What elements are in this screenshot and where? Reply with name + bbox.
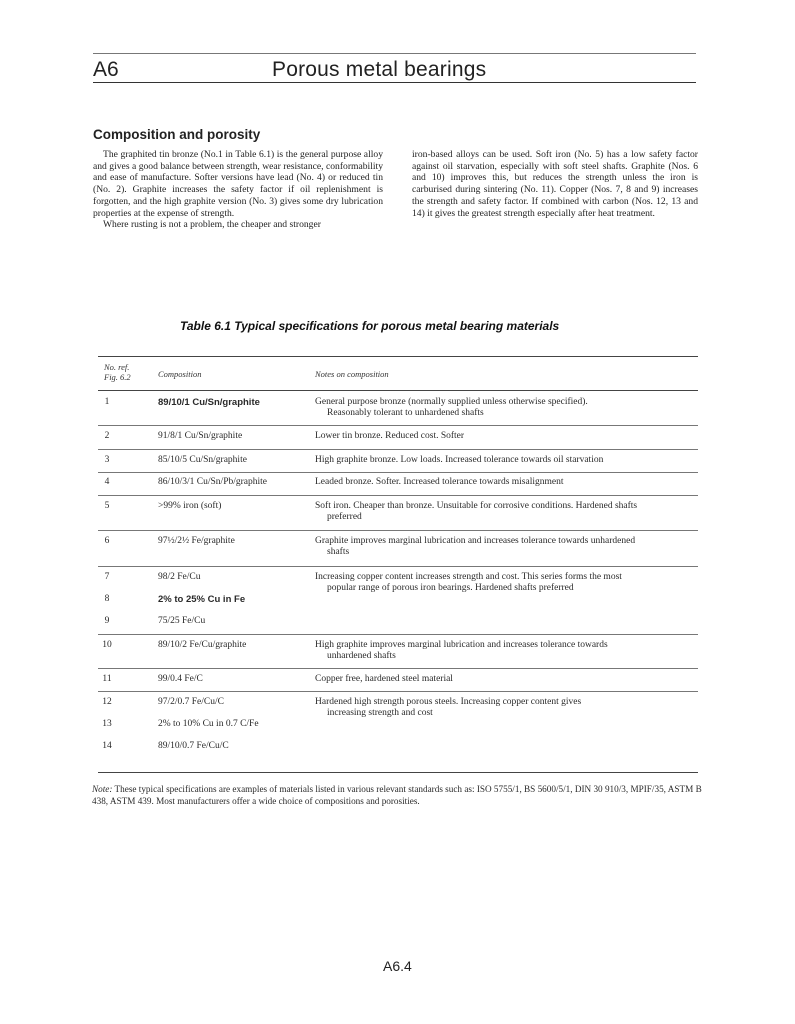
row-rule: [98, 691, 698, 692]
note-line: General purpose bronze (normally supplied unless otherwise specified).: [315, 397, 588, 407]
row-note: Copper free, hardened steel material: [315, 674, 453, 684]
row-number: 2: [104, 431, 110, 441]
row-rule: [98, 530, 698, 531]
header-composition: Composition: [158, 369, 202, 379]
paragraph: The graphited tin bronze (No.1 in Table 6.1) is the general purpose alloy and gives a good balance between strength, wear resistance, conformability and ease of manufacture. Softer versions have lead (No. 4) or reduced tin (No. 2). Graphite increases the safety factor if oil replenishment is forgotten, and the high graphite version (No. 3) gives some dry lubrication properties at the expense of strength.: [93, 149, 383, 219]
header-notes: Notes on composition: [315, 369, 389, 379]
row-number: 8: [104, 594, 110, 604]
row-composition: 89/10/0.7 Fe/Cu/C: [158, 741, 229, 751]
table-bottom-rule: [98, 772, 698, 773]
row-rule: [98, 495, 698, 496]
header-ref-line1: No. ref.: [104, 362, 130, 372]
note-line-cont: shafts: [327, 547, 350, 557]
row-number: 13: [102, 719, 112, 729]
row-note: High graphite bronze. Low loads. Increased tolerance towards oil starvation: [315, 455, 604, 465]
footnote-text: These typical specifications are examples of materials listed in various relevant standards such as: ISO 5755/1, BS 5600/5/1, DIN 30 910/3, MPIF/35, ASTM B 438, ASTM 439. Most manufacturers offer a wide choice of compositions and porosities.: [92, 784, 702, 806]
row-number: 12: [102, 697, 112, 707]
row-composition: 86/10/3/1 Cu/Sn/Pb/graphite: [158, 477, 267, 487]
note-line: High graphite improves marginal lubrication and increases tolerance towards: [315, 640, 608, 650]
note-line-cont: increasing strength and cost: [327, 708, 433, 718]
row-rule: [98, 449, 698, 450]
row-composition: 89/10/1 Cu/Sn/graphite: [158, 397, 260, 408]
row-rule: [98, 668, 698, 669]
header-ref-line2: Fig. 6.2: [104, 372, 131, 382]
row-note: [315, 572, 695, 594]
note-line: Increasing copper content increases strength and cost. This series forms the most: [315, 572, 622, 582]
row-note: Lower tin bronze. Reduced cost. Softer: [315, 431, 465, 441]
section-code: A6: [93, 58, 119, 81]
row-composition: 97/2/0.7 Fe/Cu/C: [158, 697, 224, 707]
row-composition: 99/0.4 Fe/C: [158, 674, 203, 684]
header-ref: [104, 362, 131, 382]
row-number: 7: [104, 572, 110, 582]
left-column: [93, 149, 383, 231]
note-line-cont: preferred: [327, 512, 362, 522]
note-line-cont: Reasonably tolerant to unhardened shafts: [327, 408, 484, 418]
row-rule: [98, 425, 698, 426]
row-composition: 2% to 10% Cu in 0.7 C/Fe: [158, 719, 259, 729]
row-composition: 97½/2½ Fe/graphite: [158, 536, 235, 546]
row-number: 6: [104, 536, 110, 546]
row-number: 1: [104, 397, 110, 407]
row-number: 5: [104, 501, 110, 511]
row-note: [315, 640, 695, 662]
table-footnote: [92, 784, 702, 807]
row-composition: 2% to 25% Cu in Fe: [158, 594, 246, 605]
header-rule-bottom: [98, 390, 698, 391]
row-number: 11: [102, 674, 112, 684]
row-number: 3: [104, 455, 110, 465]
paragraph: Where rusting is not a problem, the cheaper and stronger: [103, 219, 321, 231]
page-title: Porous metal bearings: [272, 58, 487, 81]
page-number: A6.4: [383, 958, 412, 974]
row-composition: 89/10/2 Fe/Cu/graphite: [158, 640, 247, 650]
table-top-rule: [98, 356, 698, 357]
note-line: Hardened high strength porous steels. Increasing copper content gives: [315, 697, 582, 707]
note-line-cont: popular range of porous iron bearings. Hardened shafts preferred: [327, 583, 574, 593]
note-line-cont: unhardened shafts: [327, 651, 396, 661]
row-rule: [98, 472, 698, 473]
footnote-label: Note:: [92, 784, 113, 794]
row-number: 10: [102, 640, 112, 650]
row-number: 9: [104, 616, 110, 626]
row-number: 4: [104, 477, 110, 487]
row-note: [315, 697, 695, 719]
row-number: 14: [102, 741, 112, 751]
right-column: [412, 149, 698, 219]
row-rule: [98, 566, 698, 567]
note-line: Soft iron. Cheaper than bronze. Unsuitable for corrosive conditions. Hardened shafts: [315, 501, 638, 511]
row-note: [315, 501, 695, 523]
row-rule: [98, 634, 698, 635]
row-note: [315, 536, 695, 558]
row-composition: >99% iron (soft): [158, 501, 222, 511]
paragraph: iron-based alloys can be used. Soft iron (No. 5) has a low safety factor against oil starvation, especially with soft steel shafts. Graphite (Nos. 6 and 10) improves this, but reduces the strength unless the iron is carburised during sintering (No. 11). Copper (Nos. 7, 8 and 9) increases the strength and safety factor. If combined with carbon (Nos. 12, 13 and 14) it gives the greatest strength especially after heat treatment.: [412, 149, 698, 219]
row-composition: 98/2 Fe/Cu: [158, 572, 201, 582]
header-rule: [93, 82, 696, 83]
row-composition: 75/25 Fe/Cu: [158, 616, 206, 626]
row-composition: 91/8/1 Cu/Sn/graphite: [158, 431, 243, 441]
top-rule: [93, 53, 696, 54]
table-caption: Table 6.1 Typical specifications for porous metal bearing materials: [180, 319, 560, 333]
row-composition: 85/10/5 Cu/Sn/graphite: [158, 455, 247, 465]
row-note: [315, 397, 695, 419]
row-note: Leaded bronze. Softer. Increased tolerance towards misalignment: [315, 477, 564, 487]
section-heading: Composition and porosity: [93, 127, 261, 142]
note-line: Graphite improves marginal lubrication and increases tolerance towards unhardened: [315, 536, 636, 546]
